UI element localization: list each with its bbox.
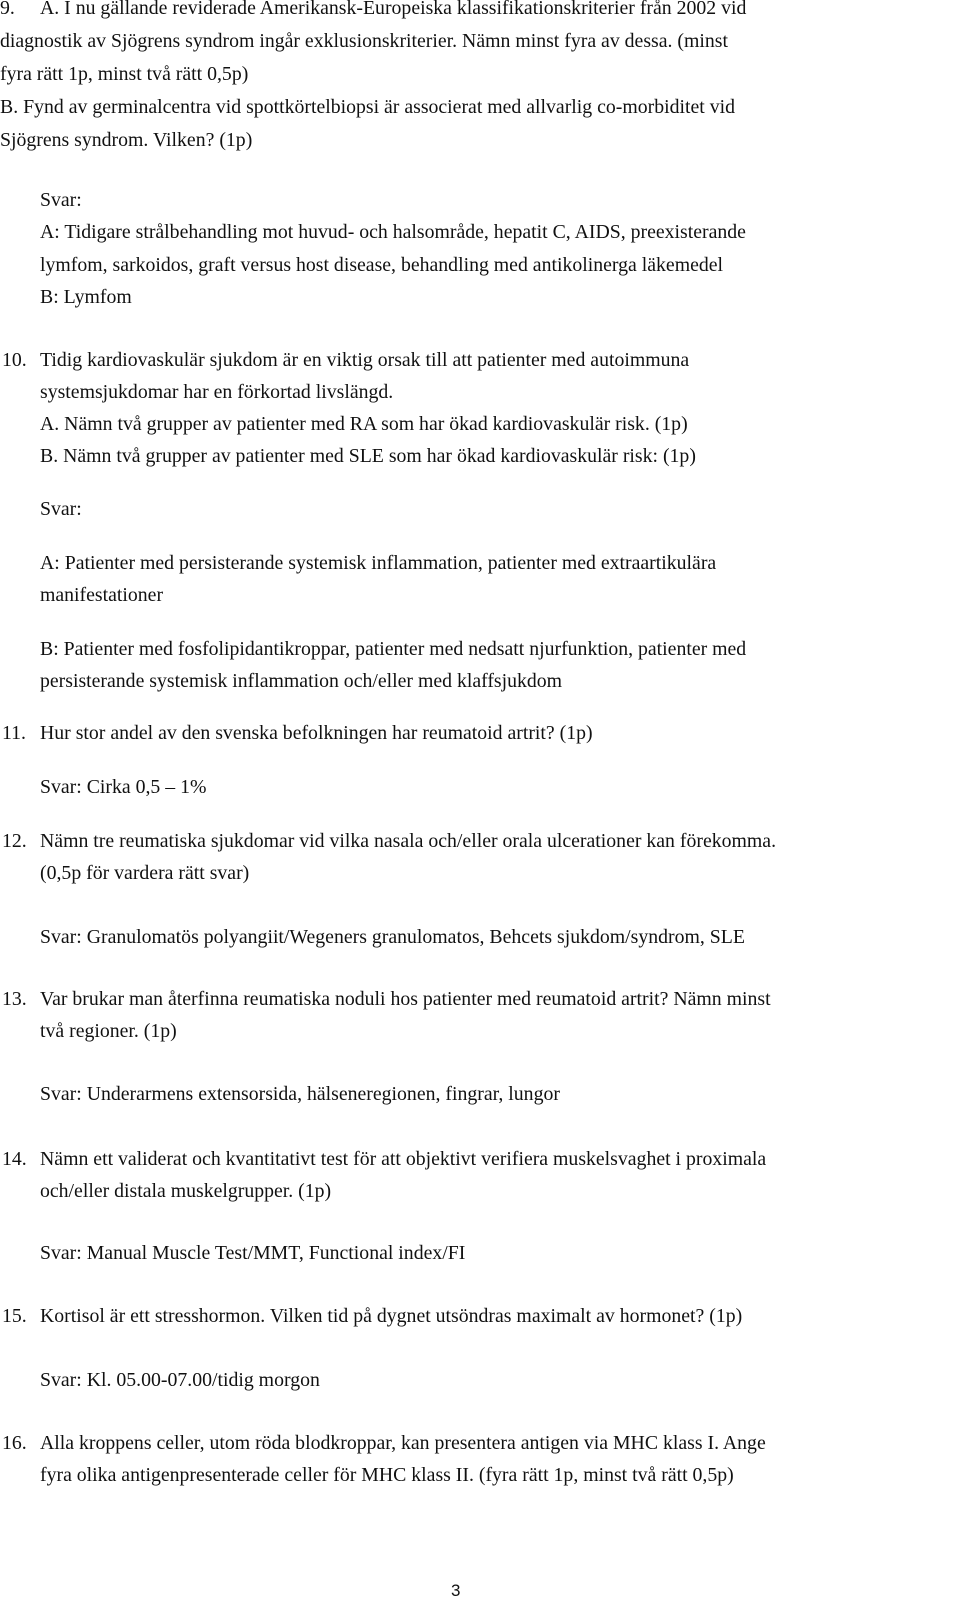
question-text-line: B. Nämn två grupper av patienter med SLE som har ökad kardiovaskulär risk: (1p)	[40, 445, 696, 467]
answer-line: Svar: Granulomatös polyangiit/Wegeners granulomatos, Behcets sjukdom/syndrom, SLE	[40, 926, 745, 948]
answer-line: B: Lymfom	[40, 286, 132, 308]
answer-line: A: Patienter med persisterande systemisk inflammation, patienter med extraartikulära	[40, 552, 717, 574]
question-text-line: Nämn tre reumatiska sjukdomar vid vilka nasala och/eller orala ulcerationer kan förekomma.	[40, 830, 777, 852]
question-text-line: A. Nämn två grupper av patienter med RA som har ökad kardiovaskulär risk. (1p)	[40, 413, 688, 435]
answer-label: Svar:	[40, 189, 82, 211]
question-text-line: Sjögrens syndrom. Vilken? (1p)	[0, 129, 253, 151]
question-text-line: två regioner. (1p)	[40, 1020, 177, 1042]
question-text-line: Kortisol är ett stresshormon. Vilken tid på dygnet utsöndras maximalt av hormonet? (1p)	[40, 1305, 743, 1327]
answer-line: Svar: Underarmens extensorsida, hälseneregionen, fingrar, lungor	[40, 1083, 560, 1105]
question-number: 14.	[2, 1148, 27, 1170]
answer-line: Svar: Manual Muscle Test/MMT, Functional index/FI	[40, 1242, 466, 1264]
question-text-line: Alla kroppens celler, utom röda blodkroppar, kan presentera antigen via MHC klass I. Ange	[40, 1432, 766, 1454]
question-text-line: och/eller distala muskelgrupper. (1p)	[40, 1180, 332, 1202]
question-text-line: Var brukar man återfinna reumatiska noduli hos patienter med reumatoid artrit? Nämn minst	[40, 988, 771, 1010]
question-number: 15.	[2, 1305, 27, 1327]
question-number: 10.	[2, 349, 27, 371]
page-number: 3	[451, 1581, 461, 1600]
answer-line: Svar: Kl. 05.00-07.00/tidig morgon	[40, 1369, 320, 1391]
answer-line: manifestationer	[40, 584, 164, 606]
answer-line: lymfom, sarkoidos, graft versus host disease, behandling med antikolinerga läkemedel	[40, 254, 724, 276]
question-text-line: B. Fynd av germinalcentra vid spottkörtelbiopsi är associerat med allvarlig co-morbiditet vid	[0, 96, 736, 118]
answer-line: Svar: Cirka 0,5 – 1%	[40, 776, 207, 798]
question-text-line: Tidig kardiovaskulär sjukdom är en viktig orsak till att patienter med autoimmuna	[40, 349, 690, 371]
question-number: 12.	[2, 830, 27, 852]
question-text-line: fyra rätt 1p, minst två rätt 0,5p)	[0, 63, 249, 85]
answer-line: persisterande systemisk inflammation och/eller med klaffsjukdom	[40, 670, 563, 692]
question-number: 16.	[2, 1432, 27, 1454]
question-text-line: Nämn ett validerat och kvantitativt test för att objektivt verifiera muskelsvaghet i proximala	[40, 1148, 767, 1170]
question-text-line: A. I nu gällande reviderade Amerikansk-Europeiska klassifikationskriterier från 2002 vid	[40, 0, 747, 19]
question-number: 11.	[2, 722, 26, 744]
question-text-line: systemsjukdomar har en förkortad livslängd.	[40, 381, 394, 403]
question-text-line: Hur stor andel av den svenska befolkningen har reumatoid artrit? (1p)	[40, 722, 593, 744]
question-text-line: (0,5p för vardera rätt svar)	[40, 862, 250, 884]
question-number: 9.	[0, 0, 15, 19]
question-number: 13.	[2, 988, 27, 1010]
question-text-line: diagnostik av Sjögrens syndrom ingår exklusionskriterier. Nämn minst fyra av dessa. (minst	[0, 30, 728, 52]
answer-line: A: Tidigare strålbehandling mot huvud- och halsområde, hepatit C, AIDS, preexisterande	[40, 221, 746, 243]
question-text-line: fyra olika antigenpresenterade celler för MHC klass II. (fyra rätt 1p, minst två rätt 0,5p)	[40, 1464, 734, 1486]
answer-line: B: Patienter med fosfolipidantikroppar, patienter med nedsatt njurfunktion, patienter med	[40, 638, 747, 660]
answer-label: Svar:	[40, 498, 82, 520]
